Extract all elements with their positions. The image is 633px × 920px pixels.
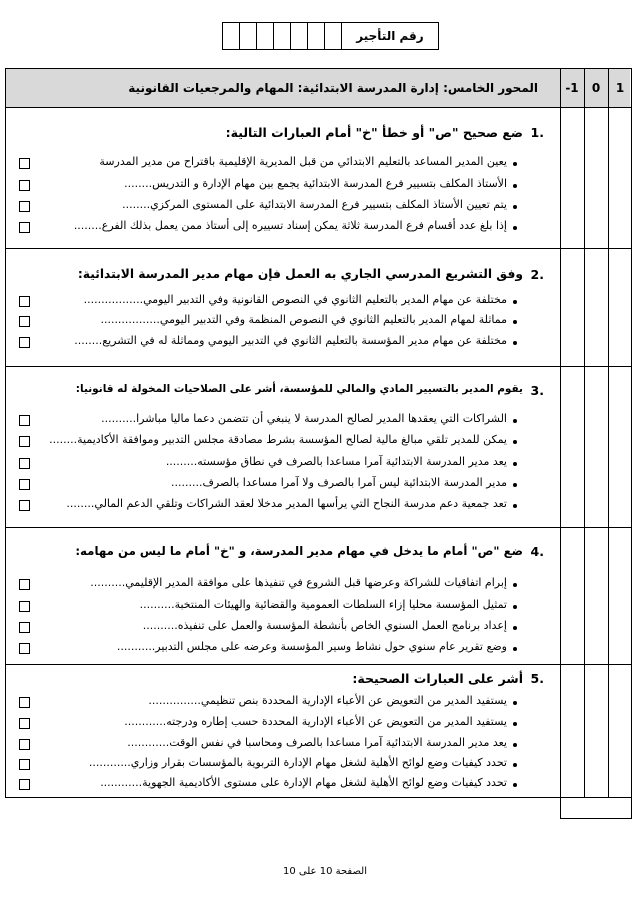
statement-text: يعد مدير المدرسة الابتدائية آمرا مساعدا بالصرف ومحاسبا في نفس الوقت............	[127, 736, 507, 749]
statement-text: يمكن للمدير تلقي مبالغ مالية لصالح المؤسسة بشرط مصادقة مجلس التدبير وموافقة الأكاديمية........	[49, 433, 507, 446]
table-rule	[5, 664, 631, 665]
statement-text: مختلفة عن مهام مدير المؤسسة بالتعليم الثانوي في التدبير اليومي ومماثلة له في التشريع........	[74, 334, 507, 347]
answer-checkbox[interactable]	[19, 500, 30, 511]
bullet-icon	[513, 205, 517, 209]
bullet-icon	[513, 605, 517, 609]
statement-text: إعداد برنامج العمل السنوي الخاص بأنشطة المؤسسة والعمل على تنفيذه..........	[142, 619, 507, 632]
answer-checkbox[interactable]	[19, 739, 30, 750]
bullet-icon	[513, 647, 517, 651]
question-number: .3	[530, 383, 544, 398]
answer-checkbox[interactable]	[19, 415, 30, 426]
statement-text: الأستاذ المكلف بتسيير فرع المدرسة الابتدائية يجمع بين مهام الإدارة و التدريس........	[124, 177, 507, 190]
question-number: .1	[530, 125, 544, 140]
number-cell[interactable]	[240, 23, 257, 49]
statement-text: تعد جمعية دعم مدرسة النجاح التي يرأسها المدير مدخلا لعقد الشراكات وتلقي الدعم المالي........	[66, 497, 507, 510]
bullet-icon	[513, 341, 517, 345]
statement-text: تحدد كيفيات وضع لوائح الأهلية لشغل مهام الإدارة التربوية بالمؤسسات بقرار وزاري............	[88, 756, 507, 769]
answer-checkbox[interactable]	[19, 622, 30, 633]
number-cell[interactable]	[223, 23, 240, 49]
bullet-icon	[513, 783, 517, 787]
bullet-icon	[513, 626, 517, 630]
answer-checkbox[interactable]	[19, 337, 30, 348]
answer-checkbox[interactable]	[19, 316, 30, 327]
number-cell[interactable]	[257, 23, 274, 49]
statement-text: مماثلة لمهام المدير بالتعليم الثانوي في النصوص المنظمة وفي التدبير اليومي.................	[100, 313, 507, 326]
statement-text: مدير المدرسة الابتدائية ليس آمرا بالصرف ولا آمرا مساعدا بالصرف.........	[171, 476, 507, 489]
question-title: أشر على العبارات الصحيحة:	[352, 671, 523, 686]
answer-checkbox[interactable]	[19, 479, 30, 490]
score-column-minus-one: -1	[565, 81, 579, 95]
bullet-icon	[513, 320, 517, 324]
statement-text: إبرام اتفاقيات للشراكة وعرضها قبل الشروع في تنفيذها على موافقة المدير الإقليمي..........	[90, 576, 507, 589]
table-rule	[5, 366, 631, 367]
answer-checkbox[interactable]	[19, 180, 30, 191]
answer-checkbox[interactable]	[19, 296, 30, 307]
number-cell[interactable]	[325, 23, 342, 49]
table-rule	[584, 68, 585, 798]
bullet-icon	[513, 162, 517, 166]
answer-checkbox[interactable]	[19, 458, 30, 469]
axis-title: المحور الخامس: إدارة المدرسة الابتدائية: المهام والمرجعيات القانونية	[128, 81, 538, 95]
question-title: ضع "ص" أمام ما يدخل في مهام مدير المدرسة، و "خ" أمام ما ليس من مهامه:	[75, 544, 523, 558]
bullet-icon	[513, 763, 517, 767]
statement-text: تحدد كيفيات وضع لوائح الأهلية لشغل مهام الإدارة على مستوى الأكاديمية الجهوية............	[100, 776, 507, 789]
table-rule	[631, 68, 632, 819]
bullet-icon	[513, 743, 517, 747]
number-cell[interactable]	[274, 23, 291, 49]
question-number: .4	[530, 544, 544, 559]
question-number: .2	[530, 267, 544, 282]
table-rule	[5, 68, 6, 798]
answer-checkbox[interactable]	[19, 759, 30, 770]
answer-checkbox[interactable]	[19, 643, 30, 654]
answer-checkbox[interactable]	[19, 697, 30, 708]
answer-checkbox[interactable]	[19, 158, 30, 169]
bullet-icon	[513, 701, 517, 705]
page-footer: الصفحة 10 على 10	[282, 866, 367, 877]
statement-text: يتم تعيين الأستاذ المكلف بتسيير فرع المدرسة الابتدائية على المستوى المركزي........	[122, 198, 507, 211]
bullet-icon	[513, 462, 517, 466]
answer-checkbox[interactable]	[19, 579, 30, 590]
table-rule	[5, 797, 631, 798]
statement-text: مختلفة عن مهام المدير بالتعليم الثانوي في النصوص القانونية وفي التدبير اليومي.................	[83, 293, 507, 306]
bullet-icon	[513, 300, 517, 304]
exam-number-boxes	[222, 22, 439, 50]
statement-text: إذا بلغ عدد أقسام فرع المدرسة ثلاثة يمكن إسناد تسييره إلى أستاذ ممن يعمل بذلك الفرع........	[73, 219, 507, 232]
answer-checkbox[interactable]	[19, 779, 30, 790]
bullet-icon	[513, 583, 517, 587]
statement-text: يعين المدير المساعد بالتعليم الابتدائي من قبل المديرية الإقليمية باقتراح من مدير المدرسة	[99, 155, 507, 168]
question-title: يقوم المدير بالتسيير المادي والمالي للمؤسسة، أشر على الصلاحيات المخولة له قانونيا:	[75, 383, 523, 395]
question-number: .5	[530, 671, 544, 686]
table-rule	[5, 527, 631, 528]
answer-checkbox[interactable]	[19, 222, 30, 233]
question-title: ضع صحيح "ص" أو خطأ "خ" أمام العبارات التالية:	[225, 125, 523, 140]
table-rule	[608, 68, 609, 798]
bullet-icon	[513, 483, 517, 487]
answer-checkbox[interactable]	[19, 601, 30, 612]
bullet-icon	[513, 722, 517, 726]
table-rule	[5, 107, 631, 108]
answer-checkbox[interactable]	[19, 718, 30, 729]
bullet-icon	[513, 504, 517, 508]
answer-checkbox[interactable]	[19, 436, 30, 447]
score-column-one: 1	[615, 81, 625, 95]
statement-text: يعد مدير المدرسة الابتدائية آمرا مساعدا بالصرف في نطاق مؤسسته.........	[165, 455, 507, 468]
table-rule	[560, 818, 631, 819]
exam-number-label: رقم التأجير	[356, 29, 424, 43]
table-rule	[5, 248, 631, 249]
number-cell[interactable]	[308, 23, 325, 49]
statement-text: يستفيد المدير من التعويض عن الأعباء الإدارية المحددة بنص تنظيمي...............	[148, 694, 507, 707]
answer-checkbox[interactable]	[19, 201, 30, 212]
table-rule	[5, 68, 631, 69]
number-cell[interactable]	[291, 23, 308, 49]
score-column-zero: 0	[591, 81, 601, 95]
bullet-icon	[513, 419, 517, 423]
table-rule	[560, 68, 561, 819]
statement-text: وضع تقرير عام سنوي حول نشاط وسير المؤسسة وعرضه على مجلس التدبير...........	[116, 640, 507, 653]
bullet-icon	[513, 440, 517, 444]
statement-text: تمثيل المؤسسة محليا إزاء السلطات العمومية والقضائية والهيئات المنتخبة..........	[139, 598, 507, 611]
bullet-icon	[513, 184, 517, 188]
statement-text: الشراكات التي يعقدها المدير لصالح المدرسة لا ينبغي أن تتضمن دعما ماليا مباشرا..........	[101, 412, 507, 425]
bullet-icon	[513, 226, 517, 230]
question-title: وفق التشريع المدرسي الجاري به العمل فإن مهام مدير المدرسة الابتدائية:	[77, 267, 523, 281]
statement-text: يستفيد المدير من التعويض عن الأعباء الإدارية المحددة حسب إطاره ودرجته............	[124, 715, 507, 728]
